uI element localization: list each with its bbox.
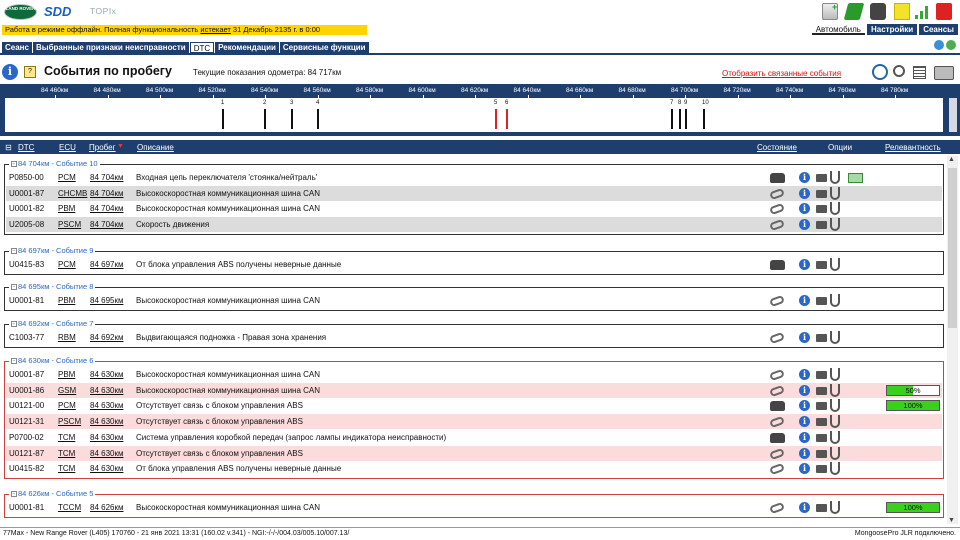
stethoscope-icon[interactable] [830, 501, 840, 514]
right-tabs [812, 24, 958, 35]
timeline-event-marker[interactable] [222, 109, 224, 129]
printer-icon[interactable] [870, 3, 886, 20]
main-tabs [2, 42, 369, 53]
link-state-icon[interactable] [769, 219, 785, 231]
mileage-link[interactable]: 84 704км [90, 204, 124, 214]
globe-icon[interactable] [934, 40, 944, 50]
clock-icon[interactable] [872, 64, 888, 80]
dtc-code: U0001-87 [9, 188, 45, 198]
timeline-label: 84 600км [408, 87, 436, 94]
link-state-icon[interactable] [769, 295, 785, 307]
event-group-title[interactable] [9, 319, 95, 328]
question-note-icon[interactable]: ? [24, 66, 36, 78]
mileage-link[interactable]: 84 630км [90, 401, 124, 411]
camera-icon[interactable] [816, 450, 827, 458]
camera-icon[interactable] [816, 190, 827, 198]
dtc-code: U0121-87 [9, 448, 45, 458]
timeline-tick [528, 95, 529, 98]
link-state-icon[interactable] [769, 332, 785, 344]
dtc-description: Высокоскоростная коммуникационная шина CAN [136, 188, 321, 198]
stethoscope-icon[interactable] [830, 294, 840, 307]
event-group-title[interactable] [9, 356, 95, 365]
mileage-link[interactable]: 84 704км [90, 220, 124, 230]
camera-icon[interactable] [816, 205, 827, 213]
dtc-code: C1003-77 [9, 333, 45, 342]
dtc-code: U0001-81 [9, 503, 45, 512]
freeze-frame-icon[interactable] [848, 173, 863, 183]
timeline-label: 84 480км [93, 87, 121, 94]
scroll-up-icon[interactable]: ▲ [948, 156, 955, 163]
timeline-label: 84 580км [356, 87, 384, 94]
mileage-link[interactable]: 84 692км [90, 333, 124, 342]
tab-session[interactable]: Сеанс [2, 42, 32, 53]
event-group [4, 159, 944, 235]
dtc-row[interactable] [6, 461, 942, 476]
vehicle-state-icon[interactable] [770, 433, 785, 443]
event-group [4, 282, 944, 311]
event-group [4, 489, 944, 518]
info-icon[interactable]: i [799, 203, 810, 214]
timeline-event-number: 10 [702, 100, 709, 106]
event-title-text: 84 626км - Событие 5 [18, 489, 94, 498]
event-title-text: 84 695км - Событие 8 [18, 282, 94, 291]
info-icon[interactable]: i [799, 385, 810, 396]
timeline-event-marker[interactable] [679, 109, 681, 129]
col-relevance[interactable]: Релевантность [885, 143, 941, 152]
timeline-tick [843, 95, 844, 98]
stethoscope-icon[interactable] [830, 462, 840, 475]
exit-icon[interactable] [936, 3, 952, 20]
dtc-row[interactable] [6, 446, 942, 461]
timeline-event-marker[interactable] [317, 109, 319, 129]
event-group-title[interactable] [9, 282, 95, 291]
timeline-label: 84 460км [41, 87, 69, 94]
timeline-event-marker[interactable] [703, 109, 705, 129]
odometer-reading: Текущие показания одометра: 84 717км [193, 68, 342, 77]
dtc-description: Высокоскоростная коммуникационная шина CAN [136, 370, 321, 379]
stethoscope-icon[interactable] [830, 171, 840, 184]
camera-icon[interactable] [816, 297, 827, 305]
vehicle-state-icon[interactable] [770, 260, 785, 270]
tab-service-functions[interactable]: Сервисные функции [280, 42, 369, 53]
mileage-link[interactable]: 84 704км [90, 173, 124, 182]
edit-icon[interactable] [844, 3, 865, 20]
timeline-event-number: 8 [678, 100, 682, 106]
offline-prefix: Работа в режиме оффлайн. Полная функциональность [5, 25, 201, 34]
ecu-link[interactable]: TCCM [58, 503, 82, 512]
title-row [0, 60, 960, 84]
timeline-event-marker[interactable] [291, 109, 293, 129]
notes-icon[interactable] [894, 3, 910, 20]
refresh-icon[interactable] [946, 40, 956, 50]
ecu-link[interactable]: PCM [58, 260, 76, 269]
col-mileage[interactable]: Пробег [89, 143, 116, 152]
sort-desc-icon: ▼ [117, 143, 124, 150]
stethoscope-icon[interactable] [830, 447, 840, 460]
dtc-row[interactable] [6, 217, 942, 232]
timeline-event-number: 9 [684, 100, 688, 106]
timeline-label: 84 740км [776, 87, 804, 94]
stethoscope-icon[interactable] [830, 258, 840, 271]
mileage-link[interactable]: 84 630км [90, 385, 124, 395]
timeline-event-marker[interactable] [685, 109, 687, 129]
mileage-link[interactable]: 84 630км [90, 370, 124, 379]
relevance-value: 100% [903, 401, 923, 411]
ecu-link[interactable]: PCM [58, 401, 76, 411]
timeline-event-number: 6 [505, 100, 509, 106]
dtc-description: От блока управления ABS получены неверные данные [136, 260, 342, 269]
event-group-title[interactable] [9, 159, 100, 168]
plus-icon: + [832, 2, 838, 12]
collapse-icon[interactable]: − [12, 321, 16, 327]
ecu-link[interactable]: PSCM [58, 417, 82, 427]
dtc-row[interactable] [6, 330, 942, 345]
nav-right-icons [934, 40, 956, 50]
col-description[interactable]: Описание [137, 143, 174, 152]
timeline-label: 84 520км [198, 87, 226, 94]
dtc-event-list [0, 156, 946, 524]
camera-icon[interactable] [816, 434, 827, 442]
vehicle-state-icon[interactable] [770, 401, 785, 411]
dtc-code: U0121-00 [9, 401, 45, 411]
timeline-tick [423, 95, 424, 98]
timeline-event-number: 7 [670, 100, 674, 106]
relevance-bar [886, 502, 940, 513]
event-title-text: 84 704км - Событие 10 [18, 159, 98, 168]
dtc-code: U0001-81 [9, 296, 45, 305]
info-icon[interactable]: i [799, 332, 810, 343]
event-title-text: 84 630км - Событие 6 [18, 356, 94, 365]
app-name: SDD [44, 4, 72, 19]
timeline-tick [265, 95, 266, 98]
info-icon[interactable]: i [799, 502, 810, 513]
mileage-link[interactable]: 84 630км [90, 448, 124, 458]
timeline-tick [790, 95, 791, 98]
link-state-icon[interactable] [769, 203, 785, 215]
tab-sessions[interactable]: Сеансы [919, 24, 958, 35]
tab-dtc[interactable]: DTC [190, 42, 214, 53]
timeline-event-number: 4 [316, 100, 320, 106]
timeline-tick [370, 95, 371, 98]
timeline-label: 84 780км [881, 87, 909, 94]
camera-icon[interactable] [816, 465, 827, 473]
camera-icon[interactable] [816, 418, 827, 426]
link-state-icon[interactable] [769, 188, 785, 200]
dtc-description: Входная цепь переключателя 'стоянка/нейтраль' [136, 173, 318, 182]
dtc-code: U0415-83 [9, 260, 45, 269]
collapse-all-icon[interactable]: ⊟ [5, 143, 12, 152]
timeline-label: 84 640км [513, 87, 541, 94]
link-state-icon[interactable] [769, 502, 785, 514]
dtc-row[interactable] [6, 257, 942, 272]
ecu-link[interactable]: PBM [58, 204, 76, 214]
timeline-event-number: 3 [290, 100, 294, 106]
stethoscope-icon[interactable] [830, 368, 840, 381]
ecu-link[interactable]: RBM [58, 333, 76, 342]
dtc-row[interactable] [6, 398, 942, 413]
nav-divider [0, 53, 960, 55]
mileage-link[interactable]: 84 695км [90, 296, 124, 305]
stethoscope-icon[interactable] [830, 415, 840, 428]
dtc-code: U0001-86 [9, 385, 45, 395]
dtc-code: P0850-00 [9, 173, 44, 182]
dtc-code: U0001-82 [9, 204, 45, 214]
info-icon[interactable]: i [799, 369, 810, 380]
col-state[interactable]: Состояние [757, 143, 797, 152]
ecu-link[interactable]: PBM [58, 370, 76, 379]
dtc-row[interactable] [6, 186, 942, 201]
stethoscope-icon[interactable] [830, 399, 840, 412]
timeline-label: 84 760км [828, 87, 856, 94]
info-icon[interactable]: i [799, 219, 810, 230]
col-dtc[interactable]: DTC [18, 143, 35, 152]
stethoscope-icon[interactable] [830, 218, 840, 231]
ecu-link[interactable]: PBM [58, 296, 76, 305]
timeline-event-marker[interactable] [506, 109, 508, 129]
camera-icon[interactable] [816, 402, 827, 410]
camera-icon[interactable] [816, 221, 827, 229]
list-icon[interactable] [913, 66, 926, 79]
relevance-value: 50% [905, 385, 921, 395]
vertical-scrollbar[interactable] [947, 156, 958, 524]
column-header [0, 140, 960, 154]
offline-banner [2, 25, 367, 35]
timeline-tick [475, 95, 476, 98]
event-group-title[interactable] [9, 246, 95, 255]
dtc-row[interactable] [6, 367, 942, 382]
timeline-tick [685, 95, 686, 98]
timeline-tick [160, 95, 161, 98]
ecu-link[interactable]: TCM [58, 464, 76, 474]
timeline-label: 84 500км [146, 87, 174, 94]
camera-icon[interactable] [816, 504, 827, 512]
dtc-description: Высокоскоростная коммуникационная шина CAN [136, 503, 321, 512]
land-rover-logo: LAND ROVER [4, 4, 37, 20]
dtc-description: Скорость движения [136, 220, 210, 230]
scroll-down-icon[interactable]: ▼ [948, 517, 955, 524]
info-icon[interactable]: i [799, 259, 810, 270]
vehicle-state-icon[interactable] [770, 173, 785, 183]
timeline-tick [633, 95, 634, 98]
ecu-link[interactable]: TCM [58, 432, 76, 442]
timeline-tick [580, 95, 581, 98]
info-icon[interactable]: i [799, 400, 810, 411]
timeline-label: 84 700км [671, 87, 699, 94]
timeline-event-marker[interactable] [671, 109, 673, 129]
event-group [4, 246, 944, 275]
camera-icon[interactable] [816, 371, 827, 379]
mileage-link[interactable]: 84 630км [90, 432, 124, 442]
dtc-code: U0415-82 [9, 464, 45, 474]
connection-icon[interactable] [914, 3, 930, 20]
event-group [4, 356, 944, 479]
collapse-icon[interactable]: − [12, 491, 16, 497]
dtc-description: Отсутствует связь с блоком управления ABS [136, 401, 303, 411]
tab-recommendations[interactable]: Рекомендации [215, 42, 279, 53]
camera-icon[interactable] [816, 387, 827, 395]
mileage-timeline[interactable] [0, 84, 960, 136]
link-state-icon[interactable] [769, 416, 785, 428]
collapse-icon[interactable]: − [12, 284, 16, 290]
timeline-tick [318, 95, 319, 98]
timeline-event-number: 5 [494, 100, 498, 106]
page-title: События по пробегу [44, 64, 172, 78]
offline-suffix: 31 Декабрь 2135 г. в 0:00 [230, 25, 321, 34]
info-icon[interactable]: i [799, 448, 810, 459]
dtc-description: От блока управления ABS получены неверные данные [136, 464, 342, 474]
stethoscope-icon[interactable] [830, 202, 840, 215]
link-state-icon[interactable] [769, 447, 785, 459]
collapse-icon[interactable]: − [12, 358, 16, 364]
timeline-tick [895, 95, 896, 98]
event-title-text: 84 692км - Событие 7 [18, 319, 94, 328]
timeline-event-marker[interactable] [264, 109, 266, 129]
camera-icon[interactable] [816, 334, 827, 342]
info-icon[interactable]: i [799, 463, 810, 474]
magnifier-icon[interactable] [893, 65, 905, 77]
dtc-row[interactable] [6, 500, 942, 515]
timeline-label: 84 560км [303, 87, 331, 94]
collapse-icon[interactable]: − [12, 248, 16, 254]
ecu-link[interactable]: GSM [58, 385, 77, 395]
print-icon[interactable] [934, 66, 954, 80]
dtc-description: Отсутствует связь с блоком управления ABS [136, 417, 303, 427]
timeline-track [5, 98, 943, 132]
dtc-description: Система управления коробкой передач (запрос лампы индикатора неисправности) [136, 432, 447, 442]
ecu-link[interactable]: TCM [58, 448, 76, 458]
info-icon[interactable]: i [799, 172, 810, 183]
tab-settings[interactable]: Настройки [867, 24, 917, 35]
session-info: 77Max - New Range Rover (L405) 170760 - 21 янв 2021 13:31 (160.02 v.341) - NGI:-/-/-/004.03/005.10/007.13/ [3, 530, 350, 537]
mileage-link[interactable]: 84 630км [90, 417, 124, 427]
timeline-label: 84 720км [723, 87, 751, 94]
timeline-tick [213, 95, 214, 98]
dtc-row[interactable] [6, 293, 942, 308]
info-icon[interactable]: i [799, 416, 810, 427]
event-group [4, 319, 944, 348]
ecu-link[interactable]: PCM [58, 173, 76, 182]
dtc-row[interactable] [6, 383, 942, 398]
dtc-code: P0700-02 [9, 432, 44, 442]
top-bar [0, 0, 960, 24]
mileage-link[interactable]: 84 630км [90, 464, 124, 474]
show-related-events-link[interactable]: Отобразить связанные события [722, 69, 842, 78]
link-state-icon[interactable] [769, 463, 785, 475]
timeline-tick [738, 95, 739, 98]
dtc-description: Выдвигающаяся подножка - Правая зона хранения [136, 333, 327, 342]
dtc-description: Высокоскоростная коммуникационная шина CAN [136, 296, 321, 305]
dtc-description: Высокоскоростная коммуникационная шина CAN [136, 204, 321, 214]
info-icon[interactable]: i [799, 188, 810, 199]
timeline-event-number: 2 [263, 100, 267, 106]
timeline-event-marker[interactable] [495, 109, 497, 129]
timeline-label: 84 660км [566, 87, 594, 94]
timeline-tick [55, 95, 56, 98]
dtc-description: Отсутствует связь с блоком управления ABS [136, 448, 303, 458]
stethoscope-icon[interactable] [830, 384, 840, 397]
ecu-link[interactable]: PSCM [58, 220, 82, 230]
stethoscope-icon[interactable] [830, 431, 840, 444]
mileage-link[interactable]: 84 697км [90, 260, 124, 269]
collapse-icon[interactable]: − [12, 161, 16, 167]
event-group-title[interactable] [9, 489, 95, 498]
connection-status: MongoosePro JLR подключено. [854, 530, 956, 537]
stethoscope-icon[interactable] [830, 187, 840, 200]
event-title-text: 84 697км - Событие 9 [18, 246, 94, 255]
dtc-row[interactable] [6, 201, 942, 216]
dtc-code: U0001-87 [9, 370, 45, 379]
ecu-link[interactable]: CHCMB [58, 188, 88, 198]
mileage-link[interactable]: 84 704км [90, 188, 124, 198]
link-state-icon[interactable] [769, 385, 785, 397]
col-ecu[interactable]: ECU [59, 143, 76, 152]
timeline-label: 84 540км [251, 87, 279, 94]
expires-link[interactable]: истекает [200, 25, 231, 34]
app-subtitle: TOPIx [90, 6, 117, 16]
timeline-event-number: 1 [221, 100, 225, 106]
timeline-label: 84 620км [461, 87, 489, 94]
dtc-row[interactable] [6, 414, 942, 429]
timeline-scrollbar[interactable] [949, 98, 957, 132]
mileage-link[interactable]: 84 626км [90, 503, 124, 512]
relevance-bar [886, 385, 940, 396]
dtc-row[interactable] [6, 430, 942, 445]
timeline-tick [108, 95, 109, 98]
relevance-value: 100% [903, 503, 923, 512]
timeline-label: 84 680км [618, 87, 646, 94]
link-state-icon[interactable] [769, 369, 785, 381]
stethoscope-icon[interactable] [830, 331, 840, 344]
tab-selected-symptoms[interactable]: Выбранные признаки неисправности [33, 42, 189, 53]
info-icon[interactable]: i [799, 295, 810, 306]
status-bar [0, 527, 960, 540]
dtc-code: U0121-31 [9, 417, 45, 427]
dtc-code: U2005-08 [9, 220, 45, 230]
tab-vehicle[interactable]: Автомобиль [812, 24, 865, 35]
relevance-bar [886, 400, 940, 411]
scroll-thumb[interactable] [948, 168, 957, 328]
dtc-row[interactable] [6, 170, 942, 185]
camera-icon[interactable] [816, 261, 827, 269]
dtc-description: Высокоскоростная коммуникационная шина CAN [136, 385, 321, 395]
col-options: Опции [828, 143, 853, 152]
info-icon[interactable]: i [2, 64, 18, 80]
camera-icon[interactable] [816, 174, 827, 182]
info-icon[interactable]: i [799, 432, 810, 443]
